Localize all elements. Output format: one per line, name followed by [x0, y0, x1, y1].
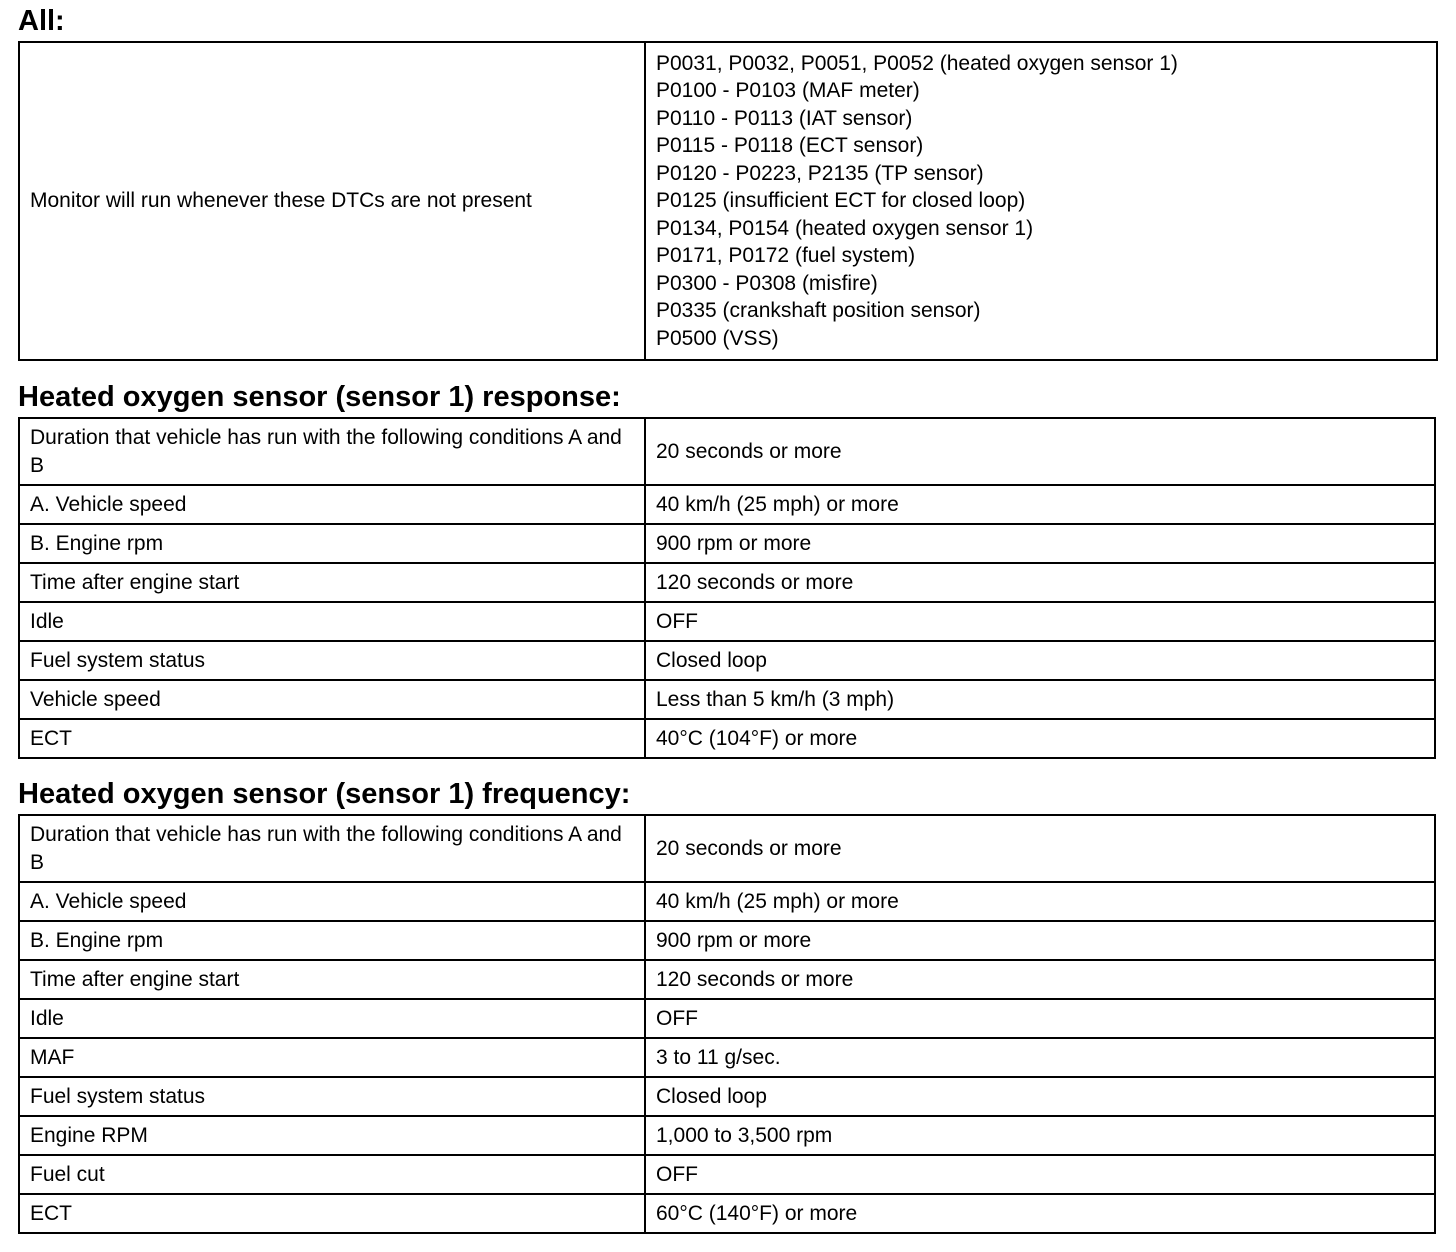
table-row: [19, 680, 1435, 719]
table-row: [19, 999, 1435, 1038]
value-cell: 40 km/h (25 mph) or more: [645, 485, 1435, 524]
table-row: [19, 921, 1435, 960]
table-row: [19, 815, 1435, 882]
condition-cell: Duration that vehicle has run with the following conditions A and B: [19, 815, 645, 882]
value-cell: OFF: [645, 602, 1435, 641]
table-row: [19, 1116, 1435, 1155]
response-conditions-table: [18, 417, 1436, 759]
dtc-item: P0335 (crankshaft position sensor): [656, 299, 981, 323]
table-row: [19, 602, 1435, 641]
condition-cell: MAF: [19, 1038, 645, 1077]
value-cell: Less than 5 km/h (3 mph): [645, 680, 1435, 719]
table-row: [19, 1194, 1435, 1233]
dtc-item: P0110 - P0113 (IAT sensor): [656, 106, 913, 130]
dtc-item: P0171, P0172 (fuel system): [656, 244, 916, 268]
value-cell: 20 seconds or more: [645, 815, 1435, 882]
dtc-item: P0125 (insufficient ECT for closed loop): [656, 189, 1026, 213]
condition-cell: Time after engine start: [19, 563, 645, 602]
table-row: [19, 42, 1437, 360]
condition-cell: Monitor will run whenever these DTCs are not present: [19, 42, 645, 360]
value-cell: 120 seconds or more: [645, 563, 1435, 602]
table-row: [19, 1038, 1435, 1077]
table-row: [19, 882, 1435, 921]
all-conditions-table: [18, 41, 1438, 361]
value-cell: 40°C (104°F) or more: [645, 719, 1435, 758]
dtc-item: P0500 (VSS): [656, 326, 779, 350]
table-row: [19, 563, 1435, 602]
condition-cell: Fuel system status: [19, 641, 645, 680]
value-cell: 900 rpm or more: [645, 921, 1435, 960]
table-row: [19, 719, 1435, 758]
condition-cell: Idle: [19, 602, 645, 641]
value-cell: 20 seconds or more: [645, 418, 1435, 485]
table-row: [19, 641, 1435, 680]
value-cell: OFF: [645, 1155, 1435, 1194]
table-row: [19, 960, 1435, 999]
value-cell: 1,000 to 3,500 rpm: [645, 1116, 1435, 1155]
section-title-frequency: Heated oxygen sensor (sensor 1) frequency:: [18, 778, 631, 810]
frequency-conditions-table: [18, 814, 1436, 1234]
condition-cell: Fuel system status: [19, 1077, 645, 1116]
condition-cell: ECT: [19, 1194, 645, 1233]
condition-cell: Idle: [19, 999, 645, 1038]
dtc-item: P0300 - P0308 (misfire): [656, 271, 878, 295]
condition-cell: B. Engine rpm: [19, 524, 645, 563]
dtc-item: P0120 - P0223, P2135 (TP sensor): [656, 161, 984, 185]
condition-cell: ECT: [19, 719, 645, 758]
value-cell: 900 rpm or more: [645, 524, 1435, 563]
condition-cell: Fuel cut: [19, 1155, 645, 1194]
table-row: [19, 1077, 1435, 1116]
value-cell: 3 to 11 g/sec.: [645, 1038, 1435, 1077]
value-cell: 60°C (140°F) or more: [645, 1194, 1435, 1233]
value-cell: 40 km/h (25 mph) or more: [645, 882, 1435, 921]
dtc-item: P0031, P0032, P0051, P0052 (heated oxygen sensor 1): [656, 51, 1178, 75]
dtc-item: P0115 - P0118 (ECT sensor): [656, 134, 924, 158]
table-row: [19, 418, 1435, 485]
value-cell: OFF: [645, 999, 1435, 1038]
condition-cell: Vehicle speed: [19, 680, 645, 719]
condition-cell: Duration that vehicle has run with the following conditions A and B: [19, 418, 645, 485]
section-title-all: All:: [18, 5, 65, 37]
condition-cell: A. Vehicle speed: [19, 882, 645, 921]
condition-cell: Time after engine start: [19, 960, 645, 999]
condition-cell: B. Engine rpm: [19, 921, 645, 960]
dtc-item: P0134, P0154 (heated oxygen sensor 1): [656, 216, 1034, 240]
dtc-list-cell: [645, 42, 1437, 360]
table-row: [19, 485, 1435, 524]
section-title-response: Heated oxygen sensor (sensor 1) response:: [18, 381, 621, 413]
dtc-list: [656, 50, 1426, 353]
condition-cell: A. Vehicle speed: [19, 485, 645, 524]
dtc-item: P0100 - P0103 (MAF meter): [656, 79, 920, 103]
table-row: [19, 524, 1435, 563]
value-cell: Closed loop: [645, 641, 1435, 680]
value-cell: 120 seconds or more: [645, 960, 1435, 999]
condition-cell: Engine RPM: [19, 1116, 645, 1155]
table-row: [19, 1155, 1435, 1194]
value-cell: Closed loop: [645, 1077, 1435, 1116]
